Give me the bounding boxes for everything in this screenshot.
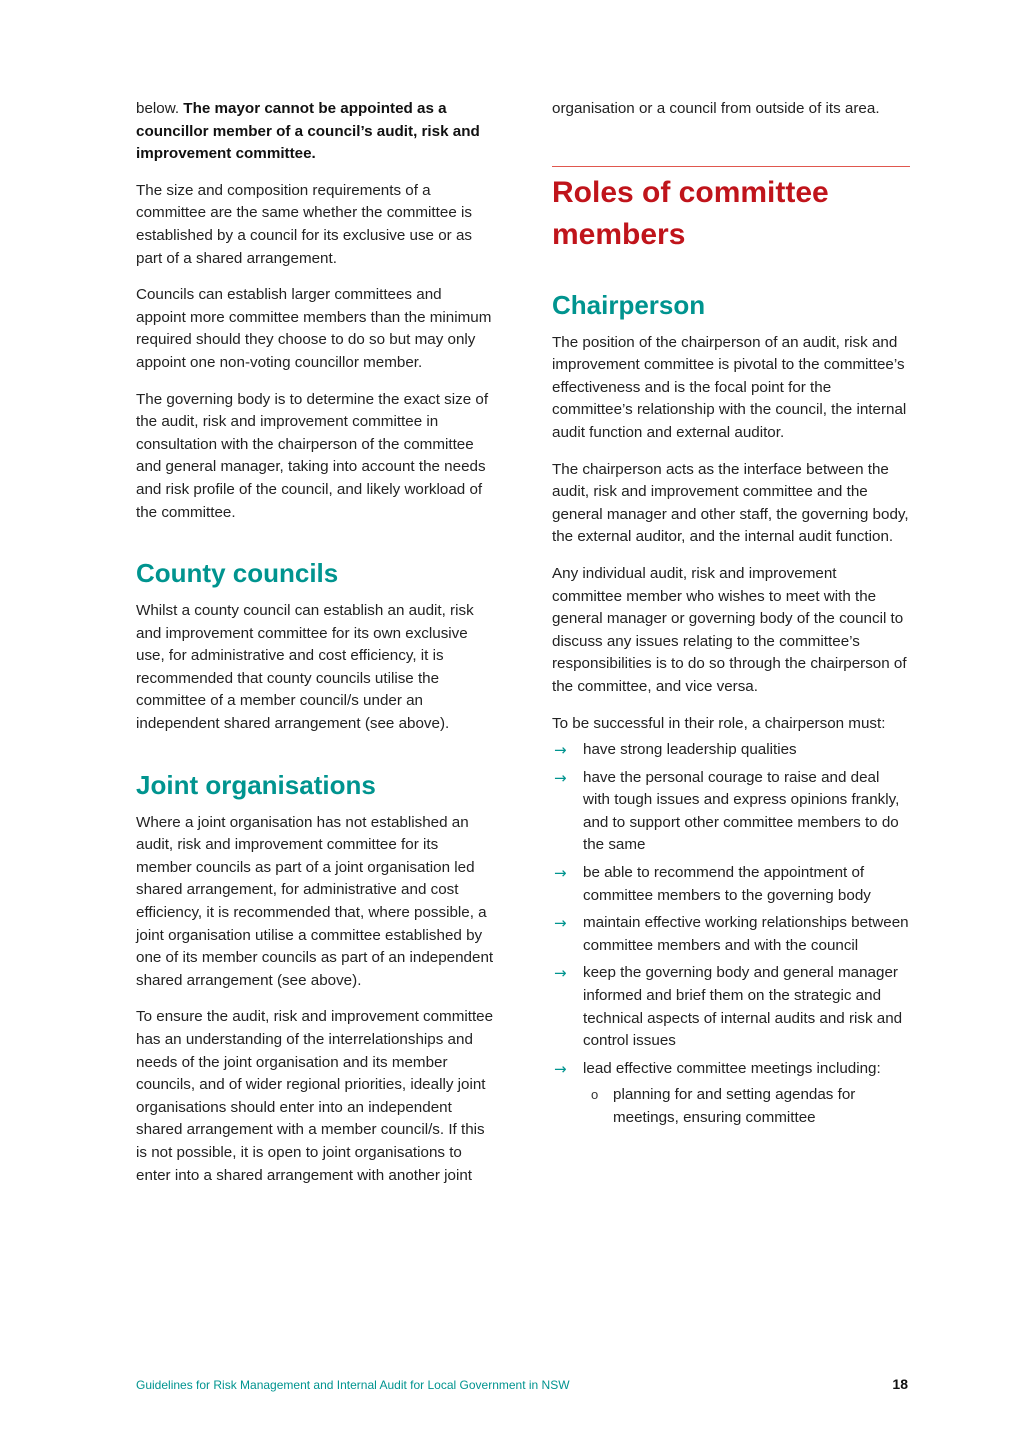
list-item-text: be able to recommend the appointment of committee members to the governing body	[583, 864, 871, 904]
county-councils-paragraph: Whilst a county council can establish an audit, risk and improvement committee for its own exclusive use, for administrative and cost efficiency, it is recommended that county councils utilise the committee of a member council/s under an independent shared arrangement (see above).	[136, 602, 474, 733]
list-item	[552, 962, 910, 1052]
arrow-icon: →	[554, 964, 567, 983]
joint-organisations-heading: Joint organisations	[136, 769, 376, 800]
list-item	[552, 862, 910, 907]
list-item-text: lead effective committee meetings including:	[583, 1059, 881, 1077]
governing-body-paragraph: The governing body is to determine the exact size of the audit, risk and improvement committee in consultation with the chairperson of the committee and general manager, taking into account the needs and risk profile of the council, and likely workload of the committee.	[136, 390, 489, 521]
intro-paragraph	[136, 98, 494, 166]
chair-success-paragraph: To be successful in their role, a chairperson must:	[552, 714, 886, 732]
list-item-text: have the personal courage to raise and deal with tough issues and express opinions frankly, and to support other committee members to do the same	[583, 768, 900, 854]
sub-list-item	[583, 1084, 910, 1129]
page-number: 18	[892, 1376, 908, 1392]
chair-pivotal-paragraph: The position of the chairperson of an audit, risk and improvement committee is pivotal to the committee’s effectiveness and is the focal point for the committee’s relationship with the council, the internal audit function and external auditor.	[552, 333, 907, 441]
list-item-text: keep the governing body and general manager informed and brief them on the strategic and technical aspects of internal audits and risk and control issues	[583, 964, 903, 1050]
right-column	[552, 98, 910, 1135]
sub-list-item-text: planning for and setting agendas for meetings, ensuring committee	[613, 1086, 856, 1126]
list-item	[552, 912, 910, 957]
roles-heading: Roles of committee members	[552, 175, 829, 251]
list-item	[552, 1058, 910, 1130]
intro-plain-text: below.	[136, 100, 184, 117]
list-item-text: have strong leadership qualities	[583, 741, 797, 759]
section-divider	[552, 166, 910, 167]
arrow-icon: →	[554, 914, 567, 933]
chair-requirements-list	[552, 739, 910, 1130]
list-item	[552, 739, 910, 762]
left-column	[136, 98, 494, 1201]
intro-bold-text: The mayor cannot be appointed as a councillor member of a council’s audit, risk and improvement committee.	[136, 100, 480, 163]
list-item-text: maintain effective working relationships between committee members and with the council	[583, 914, 909, 954]
circle-bullet-icon: o	[591, 1087, 599, 1103]
size-composition-paragraph: The size and composition requirements of a committee are the same whether the committee is established by a council for its exclusive use or as part of a shared arrangement.	[136, 181, 472, 267]
arrow-icon: →	[554, 768, 567, 787]
arrow-icon: →	[554, 864, 567, 883]
arrow-icon: →	[554, 741, 567, 760]
footer-title: Guidelines for Risk Management and Internal Audit for Local Government in NSW	[136, 1378, 570, 1392]
arrow-icon: →	[554, 1059, 567, 1078]
list-item	[552, 767, 910, 857]
chair-individual-paragraph: Any individual audit, risk and improvement committee member who wishes to meet with the general manager or governing body of the council to discuss any issues relating to the committee’s responsibilities is to do so through the chairperson of the committee, and vice versa.	[552, 564, 907, 695]
chairperson-heading: Chairperson	[552, 289, 706, 320]
joint-organisations-paragraph-2: To ensure the audit, risk and improvement committee has an understanding of the interrelationships and needs of the joint organisation and its member councils, and of wider regional priorities, ideally joint organisations should enter into an independent shared arrangement with a member council/s. If this is not possible, it is open to joint organisations to enter into a shared arrangement with another joint	[136, 1008, 494, 1184]
continued-paragraph: organisation or a council from outside of its area.	[552, 100, 880, 117]
sub-list	[583, 1084, 910, 1129]
larger-committees-paragraph: Councils can establish larger committees and appoint more committee members than the minimum required should they choose to do so but may only appoint one non-voting councillor member.	[136, 286, 492, 371]
joint-organisations-paragraph-1: Where a joint organisation has not established an audit, risk and improvement committee for its member councils as part of a joint organisation led shared arrangement, for administrative and cost efficiency, it is recommended that, where possible, a joint organisation utilise a committee established by one of its member councils as part of an independent shared arrangement (see above).	[136, 813, 494, 989]
page-footer	[136, 1376, 908, 1396]
county-councils-heading: County councils	[136, 558, 339, 589]
chair-interface-paragraph: The chairperson acts as the interface between the audit, risk and improvement committee and the general manager and other staff, the governing body, the external auditor, and the internal audit function.	[552, 460, 909, 546]
